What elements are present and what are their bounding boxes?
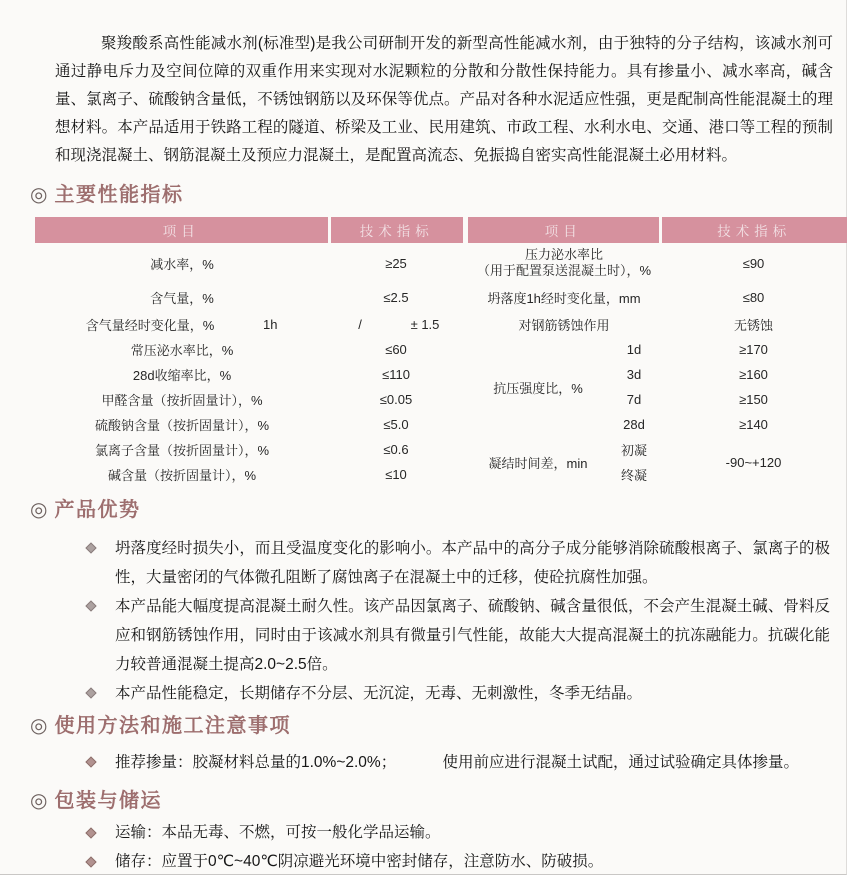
section-title-packaging: 包装与储运 [54,790,162,812]
spec-cell: ≤90 [742,255,765,271]
section-title-usage: 使用方法和施工注意事项 [54,715,291,737]
diamond-bullet-icon [85,600,96,611]
diamond-bullet-icon [85,542,96,553]
diamond-bullet-icon [85,827,96,838]
table-row [468,243,847,283]
age-cell: 28d [623,417,645,432]
item-label-line2: （用于配置泵送混凝土时），% [476,263,652,278]
age-cell: 3d [626,367,642,382]
table-row [35,412,463,437]
item-cell: 硫酸钠含量（按折固量计），% [94,418,270,433]
table-row [35,387,463,412]
section-marker-icon: ◎ [30,790,48,812]
table-header-row [468,217,847,243]
transport-text: 运输：本品无毒、不燃，可按一般化学品运输。 [115,824,441,841]
list-item [85,819,830,846]
item-cell: 含气量，% [150,290,214,306]
storage-text: 储存：应置于0℃~40℃阴凉避光环境中密封储存，注意防水、防破损。 [115,853,604,870]
spec-cell: ≤0.05 [379,392,413,407]
item-sub-label: 1h [263,316,278,332]
spec-cell: ≤0.6 [383,442,409,457]
diamond-bullet-icon [85,756,96,767]
item-cell: 对钢筋锈蚀作用 [518,317,610,333]
table-row [35,462,463,487]
age-cell: 1d [626,342,642,357]
item-cell: 氯离子含量（按折固量计），% [94,443,270,458]
bullet-text: 坍落度经时损失小，而且受温度变化的影响小。本产品中的高分子成分能够消除硫酸根离子、氯离子的极性，大量密闭的气体微孔阻断了腐蚀离子在混凝土中的迁移，使砼抗腐性加强。 [115,540,830,586]
table-row [468,337,847,362]
section-title-advantages: 产品优势 [54,499,141,521]
table-row [35,437,463,462]
item-label-line1: 压力泌水率比 [524,247,603,262]
table-header-row [35,217,463,243]
table-row [35,283,463,311]
item-cell: 28d收缩率比，% [132,368,232,383]
packaging-list [0,819,846,875]
list-item [85,848,830,875]
setting-final-cell: 终凝 [620,468,647,483]
diamond-bullet-icon [85,856,96,867]
performance-table-left [35,217,463,487]
item-cell: 碱含量（按折固量计），% [107,468,257,483]
column-header-item: 项目 [35,217,329,243]
table-row [35,362,463,387]
table-row [468,283,847,311]
table-row [35,337,463,362]
list-item [85,748,830,777]
bullet-text: 本产品能大幅度提高混凝土耐久性。该产品因氯离子、硫酸钠、碱含量很低，不会产生混凝土碱、骨料反应和钢筋锈蚀作用，同时由于该减水剂具有微量引气性能，故能大大提高混凝土的抗冻融能力。抗碳化能力较普通混凝土提高2.0~2.5倍。 [115,598,830,673]
table-row [468,437,847,462]
list-item [85,592,830,679]
item-cell: 常压泌水率比，% [130,343,234,358]
item-cell-setting-time: 凝结时间差，min [488,455,588,471]
intro-paragraph: 聚羧酸系高性能减水剂(标准型)是我公司研制开发的新型高性能减水剂，由于独特的分子结构，该减水剂可通过静电斥力及空间位障的双重作用来实现对水泥颗粒的分散和分散性保持能力。具有掺量小、减水率高，碱含量、氯离子、硫酸钠含量低，不锈蚀钢筋以及环保等优点。产品对各种水泥适应性强，更是配制高性能混凝土的理想材料。本产品适用于铁路工程的隧道、桥梁及工业、民用建筑、市政工程、水利水电、交通、港口等工程的预制和现浇混凝土、钢筋混凝土及预应力混凝土，是配置高流态、免振捣自密实高性能混凝土必用材料。 [55,35,833,164]
section-heading-usage [30,714,846,738]
section-heading-performance [30,183,846,207]
spec-cell: ≤5.0 [383,417,409,432]
spec-cell: ≥140 [739,417,768,432]
spec-cell: ≥150 [739,392,768,407]
spec-cell: ≤2.5 [383,289,409,305]
usage-note-text: 使用前应进行混凝土试配，通过试验确定具体掺量。 [442,754,800,771]
spec-cell: -90~+120 [725,454,782,470]
spec-cell: ≥25 [385,255,407,271]
performance-table-right [468,217,847,487]
item-cell: 坍落度1h经时变化量，mm [487,290,641,306]
table-row [35,311,463,337]
spec-cell: ≥160 [739,367,768,382]
section-marker-icon: ◎ [30,499,48,521]
spec-value: ± 1.5 [410,316,440,332]
section-marker-icon: ◎ [30,715,48,737]
column-header-spec: 技术指标 [660,217,847,243]
section-title-performance: 主要性能指标 [54,184,184,206]
usage-list [0,748,846,777]
item-label: 含气量经时变化量，% [85,317,215,333]
column-header-item: 项目 [468,217,660,243]
item-cell-strength: 抗压强度比，% [493,380,583,396]
item-cell [35,311,329,337]
section-heading-advantages [30,498,846,522]
spec-cell: ≤110 [382,367,410,382]
spec-cell: ≤60 [385,342,407,357]
item-cell [468,243,660,283]
spec-cell [329,311,463,337]
item-cell: 甲醛含量（按折固量计），% [101,393,263,408]
column-header-spec: 技术指标 [329,217,463,243]
table-row [35,243,463,283]
item-cell: 减水率，% [150,256,214,272]
advantages-list [0,534,846,708]
bullet-text: 本产品性能稳定，长期储存不分层、无沉淀，无毒、无刺激性，冬季无结晶。 [115,685,643,702]
spec-slash: / [358,316,362,332]
section-marker-icon: ◎ [30,184,48,206]
spec-cell: ≤80 [742,289,765,305]
dosage-text: 推荐掺量：胶凝材料总量的1.0%~2.0%； [115,754,397,771]
spec-cell: ≥170 [739,342,768,357]
diamond-bullet-icon [85,687,96,698]
list-item [85,679,830,708]
setting-initial-cell: 初凝 [620,443,647,458]
table-row [468,311,847,337]
performance-tables [35,217,846,487]
spec-cell: ≤10 [385,467,407,482]
age-cell: 7d [626,392,642,407]
section-heading-packaging [30,789,846,813]
spec-cell: 无锈蚀 [733,317,773,333]
list-item [85,534,830,592]
